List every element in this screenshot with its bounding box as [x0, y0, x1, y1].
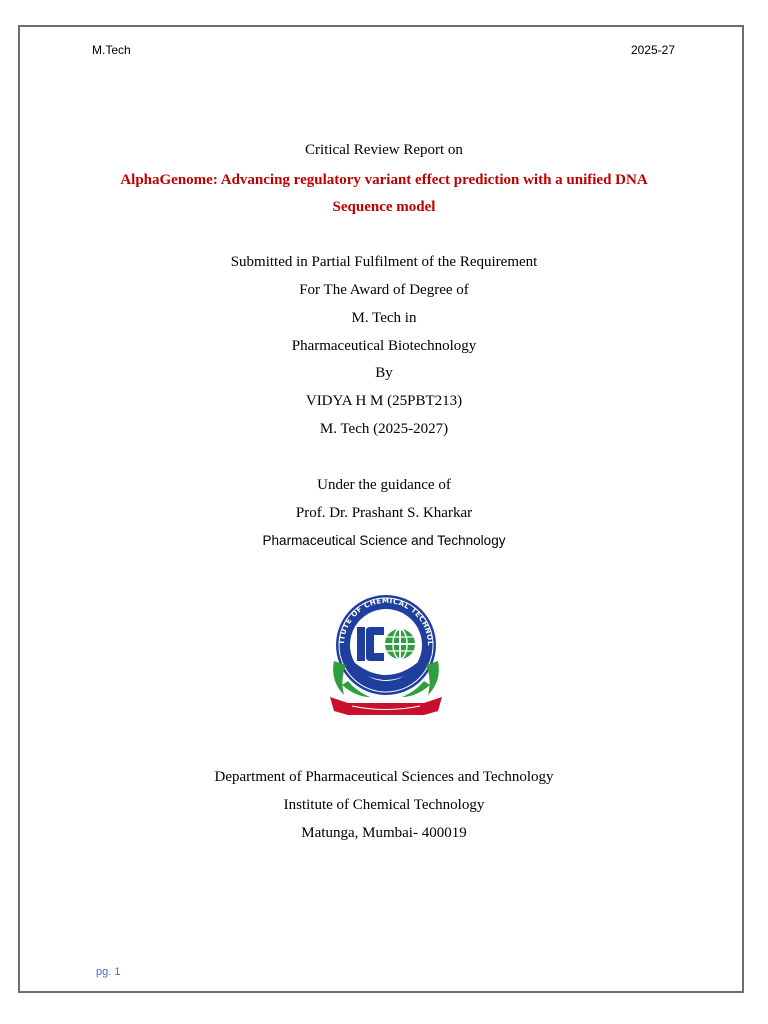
submission-line-3: M. Tech in — [351, 310, 417, 326]
title-red-line-1: AlphaGenome: Advancing regulatory variant effect prediction with a unified DNA — [120, 172, 648, 188]
student-batch: M. Tech (2025-2027) — [319, 421, 449, 437]
student-name: VIDYA H M (25PBT213) — [305, 393, 463, 409]
svg-text:INSTITUTE OF CHEMICAL TECHNOLO: ITUTE OF CHEMICAL TECHNOL — [337, 595, 436, 646]
by-label: By — [375, 365, 393, 381]
title-line: Critical Review Report on — [305, 142, 463, 158]
ict-emblem-icon — [326, 593, 446, 725]
address-line: Matunga, Mumbai- 400019 — [301, 825, 467, 841]
institute-line: Institute of Chemical Technology — [283, 797, 485, 813]
page-number: pg. 1 — [96, 966, 121, 978]
submission-line-2: For The Award of Degree of — [299, 282, 469, 298]
department-line: Department of Pharmaceutical Sciences and Technology — [214, 769, 554, 785]
submission-line-1: Submitted in Partial Fulfilment of the Requirement — [230, 254, 538, 270]
title-red-line-2: Sequence model — [332, 199, 436, 215]
program-name: Pharmaceutical Biotechnology — [291, 338, 477, 354]
guidance-label: Under the guidance of — [317, 477, 451, 493]
guide-department: Pharmaceutical Science and Technology — [262, 533, 506, 548]
header-left: M.Tech — [92, 43, 131, 57]
header-right: 2025-27 — [630, 43, 675, 57]
guide-name: Prof. Dr. Prashant S. Kharkar — [295, 505, 473, 521]
